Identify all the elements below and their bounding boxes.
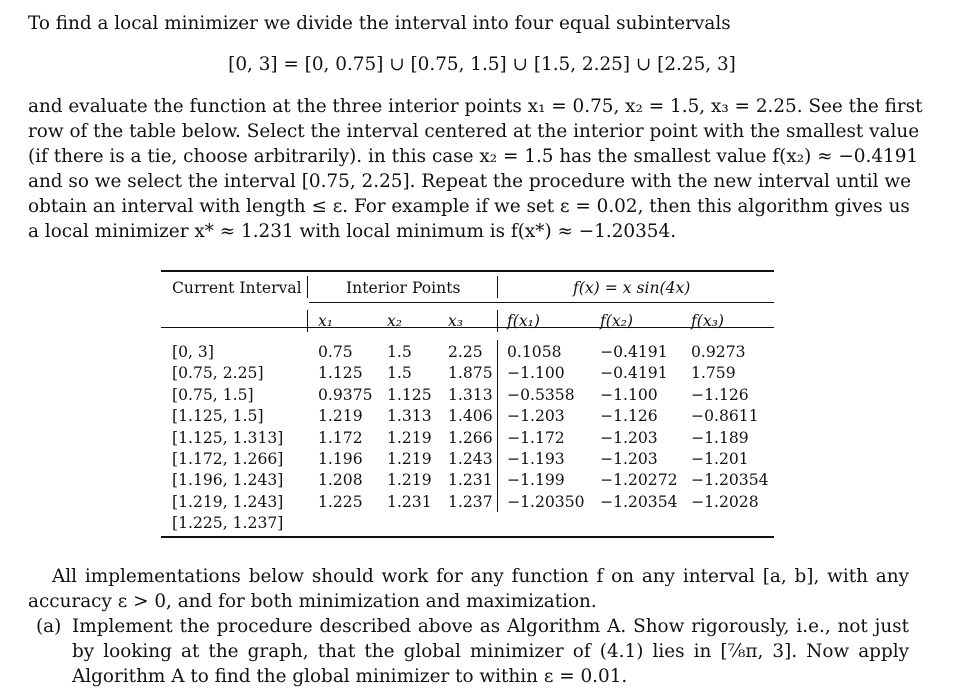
item-a-line-3: Algorithm A to find the global minimizer to within ε = 0.01. [72, 666, 628, 687]
paragraph-line-5: obtain an interval with length ≤ ε. For example if we set ε = 0.02, then this algorithm gives us [28, 196, 910, 217]
intro-line: To find a local minimizer we divide the interval into four equal subintervals [28, 13, 731, 34]
header-rule [309, 302, 774, 303]
table-bottom-rule [161, 536, 774, 538]
header-x1: x₁ [318, 312, 334, 330]
divider-body [497, 340, 498, 512]
column-fx1: 0.1058 −1.100 −0.5358 −1.203 −1.172 −1.193 −1.199 −1.20350 [507, 343, 585, 511]
item-a-line-1: Implement the procedure described above as Algorithm A. Show rigorously, i.e., not just [72, 616, 909, 637]
header-current-interval: Current Interval [172, 279, 302, 297]
header-function: f(x) = x sin(4x) [573, 279, 691, 297]
header-fx1: f(x₁) [507, 312, 540, 330]
divider-top-left [307, 276, 308, 298]
bisection-table [161, 270, 774, 538]
column-x1: 0.75 1.125 0.9375 1.219 1.172 1.196 1.208 1.225 [318, 343, 373, 511]
column-x2: 1.5 1.5 1.125 1.313 1.219 1.219 1.219 1.231 [387, 343, 432, 511]
header-fx3: f(x₃) [691, 312, 724, 330]
table-top-rule [161, 270, 774, 272]
paragraph-line-6: a local minimizer x* ≈ 1.231 with local minimum is f(x*) ≈ −1.20354. [28, 221, 677, 242]
column-intervals: [0, 3] [0.75, 2.25] [0.75, 1.5] [1.125, 1.5] [1.125, 1.313] [1.172, 1.266] [1.196, 1.243] [1.219, 1.243] [1.225, 1.237] [172, 343, 284, 533]
divider-top-right [497, 276, 498, 298]
paragraph-line-4: and so we select the interval [0.75, 2.25]. Repeat the procedure with the new interval until we [28, 171, 912, 192]
paragraph-line-1: and evaluate the function at the three interior points x₁ = 0.75, x₂ = 1.5, x₃ = 2.25. See the first [28, 96, 923, 117]
paragraph2-line-1: All implementations below should work for any function f on any interval [a, b], with any [52, 566, 909, 587]
column-fx3: 0.9273 1.759 −1.126 −0.8611 −1.189 −1.201 −1.20354 −1.2028 [691, 343, 769, 511]
paragraph-line-3: (if there is a tie, choose arbitrarily). in this case x₂ = 1.5 has the smallest value f(x₂) ≈ −0.4191 [28, 146, 919, 167]
header-x3: x₃ [448, 312, 464, 330]
header-fx2: f(x₂) [600, 312, 633, 330]
divider-sub-left [307, 310, 308, 332]
column-fx2: −0.4191 −0.4191 −1.100 −1.126 −1.203 −1.203 −1.20272 −1.20354 [600, 343, 678, 511]
column-x3: 2.25 1.875 1.313 1.406 1.266 1.243 1.231 1.237 [448, 343, 493, 511]
header-x2: x₂ [387, 312, 403, 330]
header-interior-points: Interior Points [346, 279, 461, 297]
paragraph2-line-2: accuracy ε > 0, and for both minimization and maximization. [28, 591, 597, 612]
item-a-line-2: by looking at the graph, that the global minimizer of (4.1) lies in [⁷⁄₈π, 3]. Now apply [72, 641, 909, 662]
subheader-rule [161, 327, 774, 328]
item-a-label: (a) [36, 616, 62, 637]
interval-equation: [0, 3] = [0, 0.75] ∪ [0.75, 1.5] ∪ [1.5, 2.25] ∪ [2.25, 3] [228, 54, 736, 75]
paragraph-line-2: row of the table below. Select the interval centered at the interior point with the smallest value [28, 121, 920, 142]
divider-sub-right [497, 310, 498, 332]
